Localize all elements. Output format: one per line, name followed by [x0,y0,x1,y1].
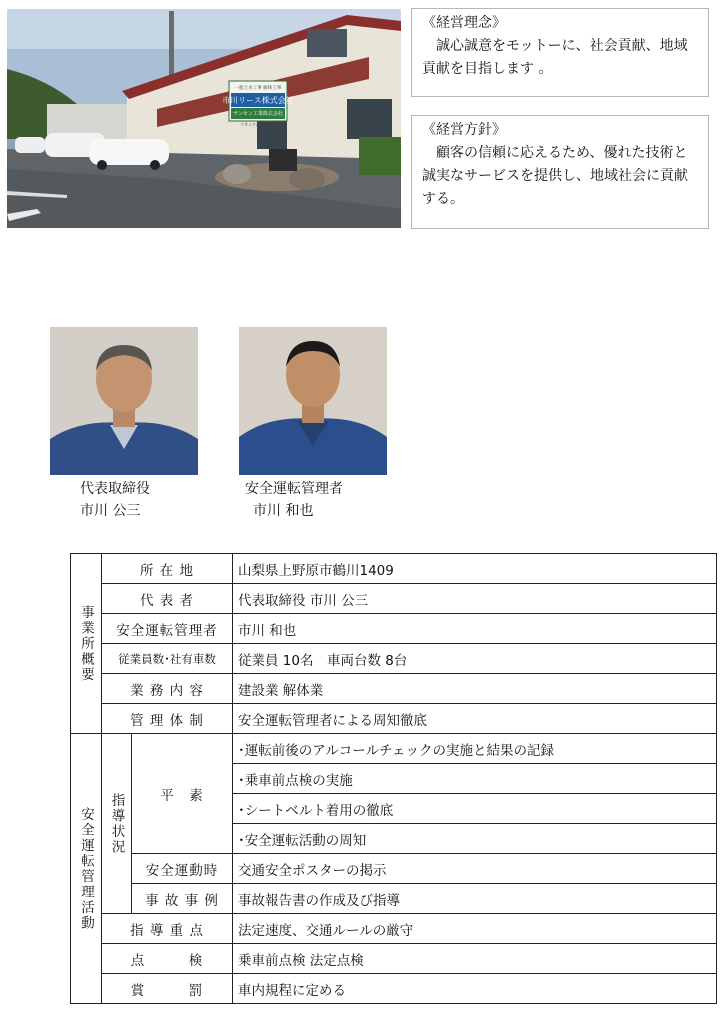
campaign-value: 交通安全ポスターの掲示 [233,854,717,884]
safety-manager-value: 市川 和也 [233,614,717,644]
sign-top-text: 一般土木工事 解体工事 [234,86,282,91]
safety-manager-role: 安全運転管理者 [245,481,343,497]
table-row [71,914,717,944]
building-photo [7,9,401,228]
management-system-value: 安全運転管理者による周知徹底 [233,704,717,734]
inspection-label: 点 検 [102,944,233,974]
inspection-value: 乗車前点検 法定点検 [233,944,717,974]
philosophy-heading: 《経営理念》 [422,15,506,31]
philosophy-box [411,8,709,97]
normal-item: ･シートベルト着用の徹底 [233,794,717,824]
safety-manager-name: 市川 和也 [253,503,314,519]
safety-manager-caption [245,478,343,522]
location-value: 山梨県上野原市鶴川1409 [233,554,717,584]
campaign-label: 安全運動時 [132,854,233,884]
normal-item: ･安全運転活動の周知 [233,824,717,854]
reward-penalty-label: 賞 罰 [102,974,233,1004]
table-row [71,734,717,764]
table-row [71,554,717,584]
philosophy-text: 誠心誠意をモットーに、社会貢献、地域貢献を目指します 。 [422,38,688,77]
reward-penalty-value: 車内規程に定める [233,974,717,1004]
section-safety-activity-label: 安全運転管理活動 [71,734,102,1004]
president-role: 代表取締役 [80,481,150,497]
sign-sub-text: サンセン工業株式会社 [233,111,283,117]
staff-vehicle-label: 従業員数･社有車数 [102,644,233,674]
business-value: 建設業 解体業 [233,674,717,704]
normal-times-label: 平 素 [132,734,233,854]
table-row [71,884,717,914]
business-label: 業 務 内 容 [102,674,233,704]
location-label: 所 在 地 [102,554,233,584]
table-row [71,944,717,974]
sign-small-text: リサイクルセンター [240,122,276,127]
guidance-focus-value: 法定速度、交通ルールの厳守 [233,914,717,944]
accident-cases-value: 事故報告書の作成及び指導 [233,884,717,914]
policy-heading: 《経営方針》 [422,122,506,138]
accident-cases-label: 事 故 事 例 [132,884,233,914]
safety-manager-label: 安全運転管理者 [102,614,233,644]
section-overview-label: 事業所概要 [71,554,102,734]
policy-text: 顧客の信頼に応えるため、優れた技術と誠実なサービスを提供し、地域社会に貢献する。 [422,145,688,207]
staff-vehicle-value: 従業員 10名 車両台数 8台 [233,644,717,674]
representative-label: 代 表 者 [102,584,233,614]
table-row [71,854,717,884]
table-row [71,584,717,614]
table-row [71,674,717,704]
representative-value: 代表取締役 市川 公三 [233,584,717,614]
management-system-label: 管 理 体 制 [102,704,233,734]
policy-box [411,115,709,229]
normal-item: ･運転前後のアルコールチェックの実施と結果の記録 [233,734,717,764]
normal-item: ･乗車前点検の実施 [233,764,717,794]
president-photo [50,327,198,475]
guidance-focus-label: 指 導 重 点 [102,914,233,944]
table-row [71,974,717,1004]
safety-manager-photo [239,327,387,475]
president-caption [80,478,150,522]
guidance-status-label: 指導状況 [102,734,132,914]
table-row [71,644,717,674]
president-name: 市川 公三 [80,503,141,519]
table-row [71,614,717,644]
sign-main-text: 市川リース株式会社 [222,96,294,105]
company-overview-table [70,553,717,1004]
table-row [71,704,717,734]
